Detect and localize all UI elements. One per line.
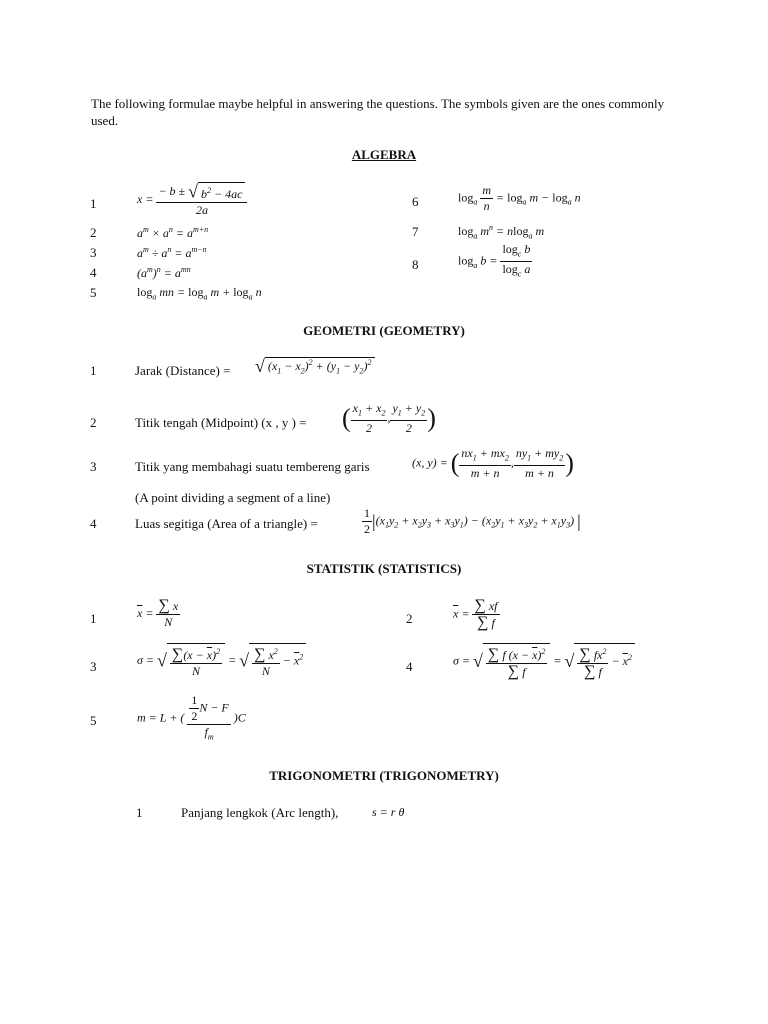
formula-arc-length: s = r θ bbox=[372, 805, 405, 819]
geometry-dividing-label: Titik yang membahagi suatu tembereng garis bbox=[135, 459, 370, 474]
algebra-num-6: 6 bbox=[412, 194, 419, 209]
algebra-num-1: 1 bbox=[90, 196, 97, 211]
statistics-num-1: 1 bbox=[90, 611, 97, 626]
statistics-num-3: 3 bbox=[90, 659, 97, 674]
algebra-num-4: 4 bbox=[90, 265, 97, 280]
formula-index-divide: $a^m \div a^n = a^{m-n}$ bbox=[137, 245, 207, 260]
formula-distance: √ $(x_1 - x_2)^2 + (y_1 - y_2)^2$ bbox=[255, 356, 375, 377]
formula-triangle-area: $\frac{1}{2}$ $|(x_1y_2 + x_2y_3 + x_3y_1) - (x_2y_1 + x_3y_2 + x_1y_3)$ | bbox=[364, 506, 581, 536]
statistics-num-5: 5 bbox=[90, 713, 97, 728]
formula-index-power: $(a^m)^n = a^{mn}$ bbox=[137, 265, 191, 280]
statistics-num-4: 4 bbox=[406, 659, 413, 674]
trigonometry-arc-label: Panjang lengkok (Arc length), bbox=[181, 805, 339, 820]
intro-text: The following formulae maybe helpful in answering the questions. The symbols given are the ones commonly used. bbox=[91, 96, 665, 128]
heading-statistics: STATISTIK (STATISTICS) bbox=[306, 561, 462, 576]
geometry-area-label: Luas segitiga (Area of a triangle) = bbox=[135, 516, 318, 531]
formula-index-multiply: $a^m \times a^n = a^{m+n}$ bbox=[137, 225, 209, 240]
formula-log-quotient: $\log_a$ $\frac{m}{n}$ = $\log_a m - \log_a n$ bbox=[458, 183, 581, 213]
formula-std-deviation-frequency: σ = √ $\frac{\sum f (x - \overline{x})^2}{\sum f}$ = √ $\frac{\sum fx^2}{\sum f}$ − $\overline{x}^2$ bbox=[453, 643, 635, 680]
formula-std-deviation: σ = √ $\frac{\sum(x - \overline{x})^2}{N}$ = √ $\frac{\sum x^2}{N}$ − $\overline{x}^2$ bbox=[137, 643, 306, 679]
heading-geometry: GEOMETRI (GEOMETRY) bbox=[303, 323, 465, 338]
statistics-num-2: 2 bbox=[406, 611, 413, 626]
formula-log-product: $\log_a$ mn = $\log_a m + \log_a n$ bbox=[137, 285, 262, 302]
heading-algebra: ALGEBRA bbox=[351, 147, 417, 162]
trigonometry-num-1: 1 bbox=[136, 805, 143, 820]
formula-quadratic: x = $\frac{- b \pm √ b^2 - 4ac}{2a}$ bbox=[137, 182, 247, 218]
formula-log-power: $\log_a m^n = nlog_a$ m bbox=[458, 223, 545, 241]
geometry-num-4: 4 bbox=[90, 516, 97, 531]
formula-midpoint: ( $\frac{x_1 + x_2}{2}$ , $\frac{y_1 + y_2}{2}$ ) bbox=[342, 401, 436, 436]
geometry-dividing-sublabel: (A point dividing a segment of a line) bbox=[135, 490, 331, 505]
formula-change-of-base: $\log_a b$ = $\frac{\log_c b}{\log_c a}$ bbox=[458, 242, 532, 282]
geometry-midpoint-label: Titik tengah (Midpoint) (x , y ) = bbox=[135, 415, 307, 430]
algebra-num-8: 8 bbox=[412, 257, 419, 272]
formula-dividing-point: (x, y) = ( $\frac{nx_1 + mx_2}{m + n}$ , $\frac{ny_1 + my_2}{m + n}$ ) bbox=[412, 446, 574, 481]
algebra-num-3: 3 bbox=[90, 245, 97, 260]
geometry-distance-label: Jarak (Distance) = bbox=[135, 363, 231, 378]
formula-mean-frequency: $\overline{x}$ = $\frac{\sum xf}{\sum f}$ bbox=[453, 597, 498, 631]
algebra-num-2: 2 bbox=[90, 225, 97, 240]
formula-mean: $\overline{x}$ = $\frac{\sum x}{N}$ bbox=[137, 597, 179, 629]
algebra-num-5: 5 bbox=[90, 285, 97, 300]
geometry-num-1: 1 bbox=[90, 363, 97, 378]
formula-median: m = L + ( $\frac{1}{2}$ N − F $f_m$ )C bbox=[137, 693, 246, 744]
heading-trigonometry: TRIGONOMETRI (TRIGONOMETRY) bbox=[269, 768, 499, 783]
geometry-num-3: 3 bbox=[90, 459, 97, 474]
geometry-num-2: 2 bbox=[90, 415, 97, 430]
algebra-num-7: 7 bbox=[412, 224, 419, 239]
